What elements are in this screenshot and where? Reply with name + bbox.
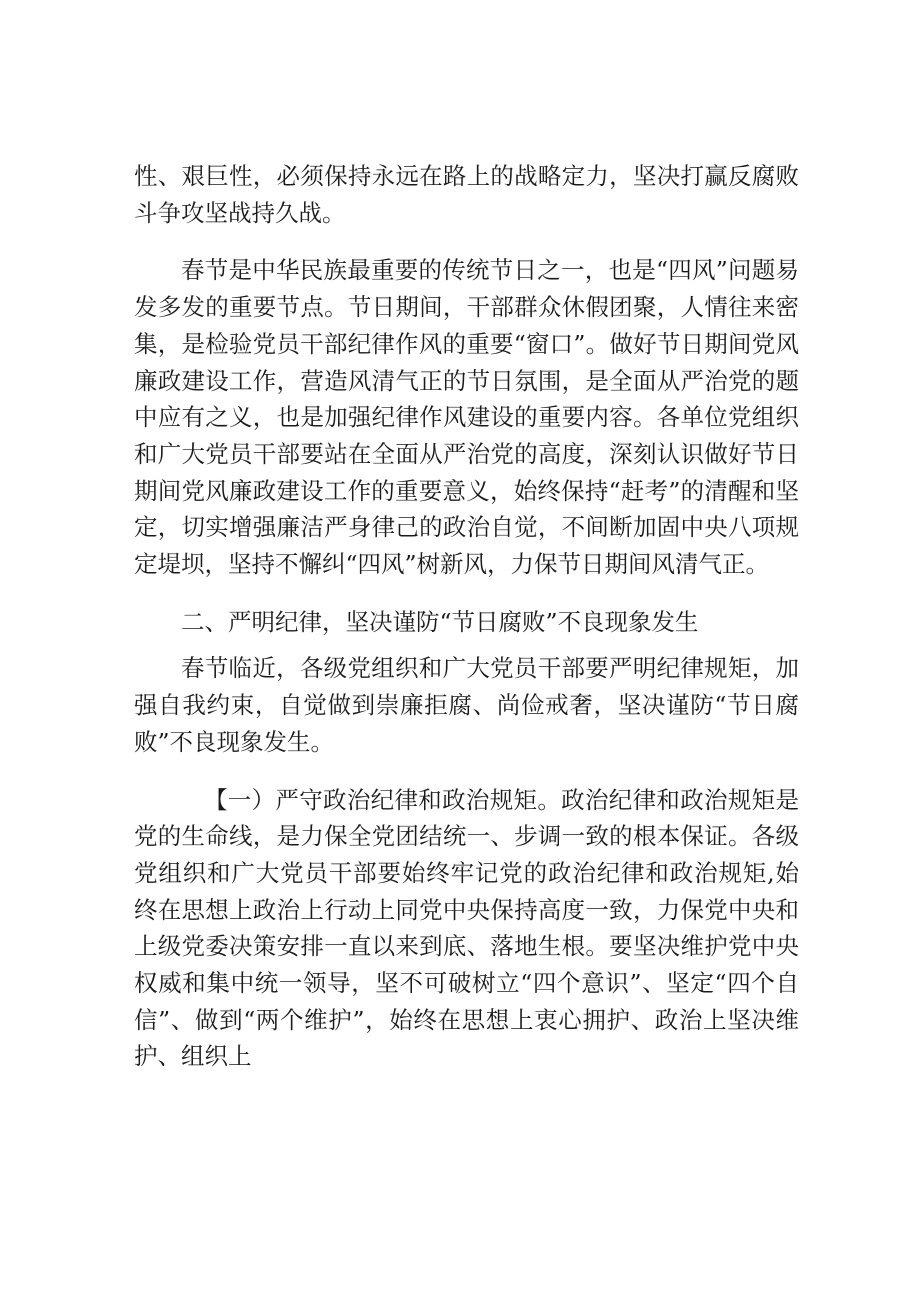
paragraph-spring-festival: 春节是中华民族最重要的传统节日之一，也是“四风”问题易发多发的重要节点。节日期间，干部群众休假团聚，人情往来密集，是检验党员干部纪律作风的重要“窗口”。做好节日期间党风廉政建设工作，营造风清气正的节日氛围，是全面从严治党的题中应有之义，也是加强纪律作风建设的重要内容。各单位党组织和广大党员干部要站在全面从严治党的高度，深刻认识做好节日期间党风廉政建设工作的重要意义，始终保持“赶考”的清醒和坚定，切实增强廉洁严身律己的政治自觉，不间断加固中央八项规定堤坝，坚持不懈纠“四风”树新风，力保节日期间风清气正。 bbox=[134, 256, 799, 579]
paragraph-political-discipline: 【一）严守政治纪律和政治规矩。政治纪律和政治规矩是党的生命线，是力保全党团结统一、步调一致的根本保证。各级党组织和广大党员干部要始终牢记党的政治纪律和政治规矩,始终在思想上政治上行动上同党中央保持高度一致，力保党中央和上级党委决策安排一直以来到底、落地生根。要坚决维护党中央权威和集中统一领导，坚不可破树立“四个意识”、坚定“四个自信”、做到“两个维护”，始终在思想上衷心拥护、政治上坚决维护、组织上 bbox=[134, 785, 799, 1071]
paragraph-continuation: 性、艰巨性，必须保持永远在路上的战略定力，坚决打赢反腐败斗争攻坚战持久战。 bbox=[134, 162, 799, 227]
section-heading-2: 二、严明纪律，坚决谨防“节日腐败”不良现象发生 bbox=[181, 607, 699, 636]
paragraph-discipline-intro: 春节临近，各级党组织和广大党员干部要严明纪律规矩，加强自我约束，自觉做到崇廉拒腐、尚俭戒奢，坚决谨防“节日腐败”不良现象发生。 bbox=[134, 654, 799, 756]
document-body bbox=[134, 158, 799, 1075]
